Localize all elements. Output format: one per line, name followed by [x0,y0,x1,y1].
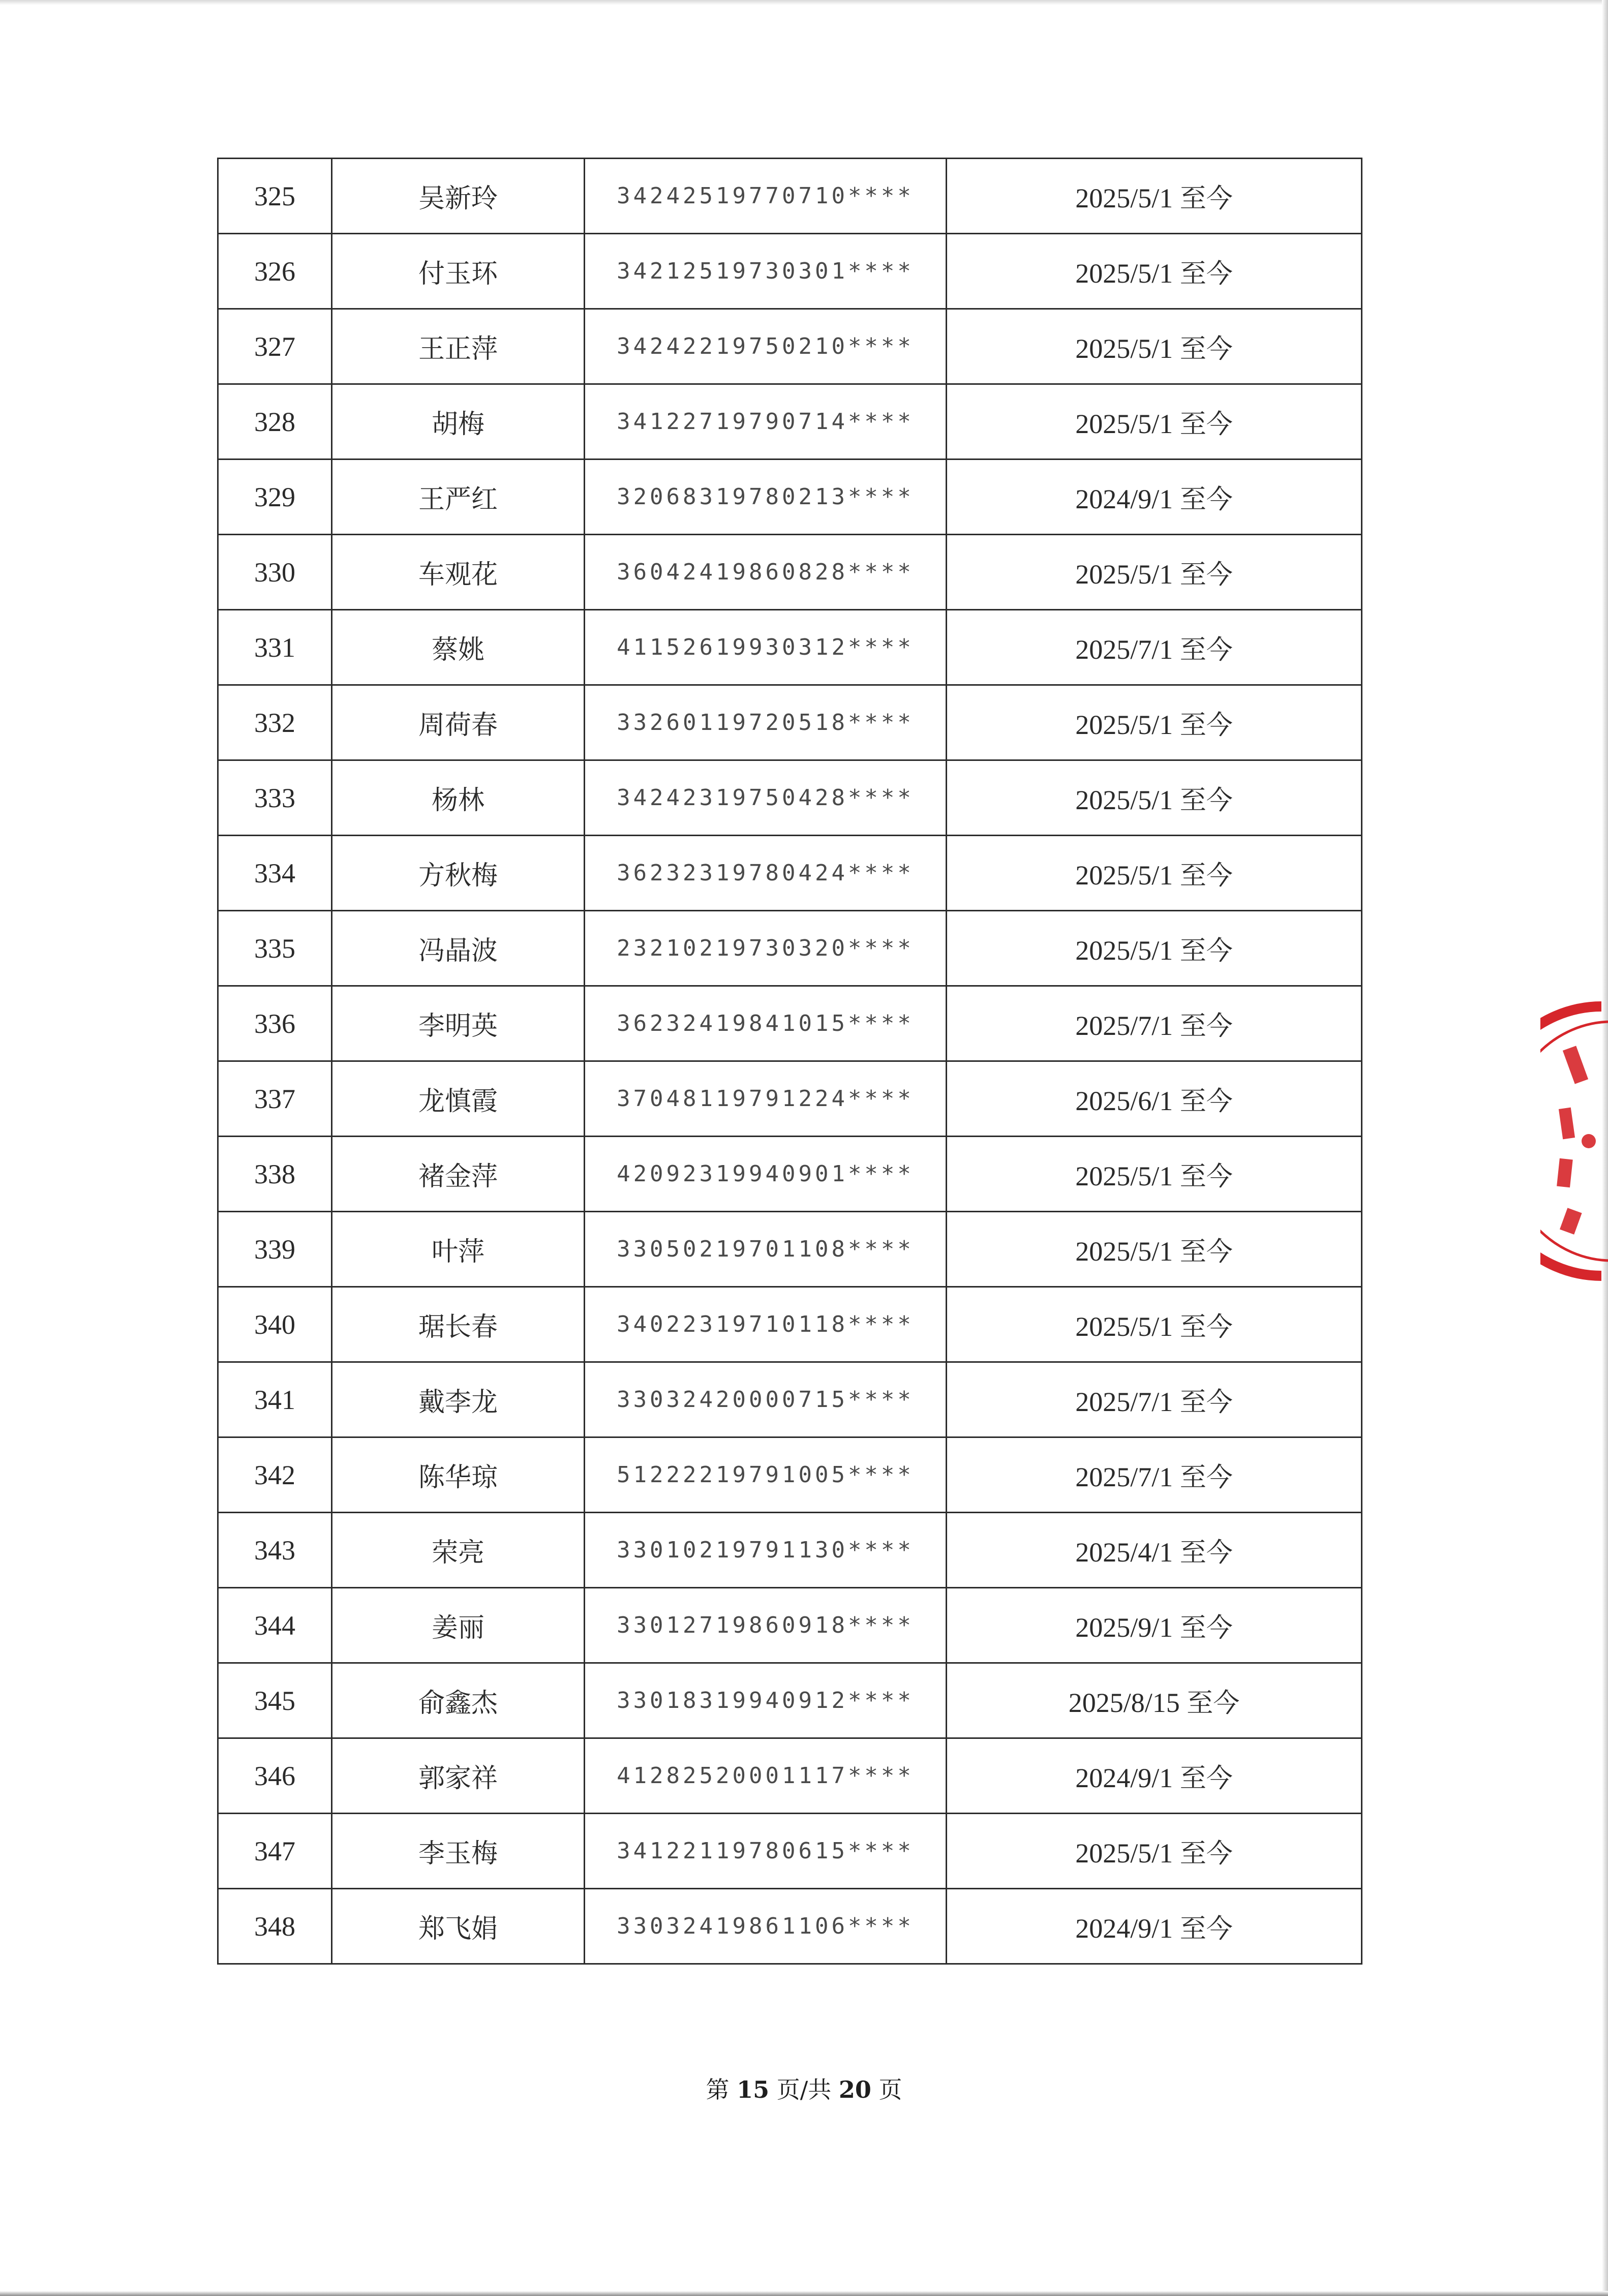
id-number: 33050219701108**** [585,1212,947,1287]
table-row [218,760,1362,836]
start-date-cell [947,1137,1362,1212]
start-date: 2024/9/1 [1075,484,1173,514]
person-name: 龙慎霞 [332,1061,585,1137]
date-suffix: 至今 [1179,1312,1233,1342]
footer-total-pages: 20 [838,2076,871,2103]
table-row [218,986,1362,1061]
date-suffix: 至今 [1179,785,1233,816]
start-date: 2025/5/1 [1075,183,1173,213]
person-name: 胡梅 [332,384,585,460]
start-date: 2025/8/15 [1068,1688,1180,1718]
date-suffix: 至今 [1179,183,1233,214]
table-row [218,911,1362,986]
date-suffix: 至今 [1179,1237,1233,1267]
start-date: 2025/5/1 [1075,409,1173,439]
date-suffix: 至今 [1179,1011,1233,1042]
date-suffix: 至今 [1179,259,1233,289]
date-suffix: 至今 [1179,1613,1233,1643]
start-date-cell [947,1437,1362,1513]
start-date: 2025/9/1 [1075,1612,1173,1643]
id-number: 36042419860828**** [585,535,947,610]
start-date: 2025/7/1 [1075,1462,1173,1492]
person-name: 杨林 [332,760,585,836]
scan-edge-top [0,0,1608,5]
row-number: 343 [218,1513,332,1588]
person-name: 王严红 [332,460,585,535]
date-suffix: 至今 [1179,409,1233,440]
start-date: 2025/5/1 [1075,860,1173,891]
table-row [218,1814,1362,1889]
row-number: 339 [218,1212,332,1287]
id-number: 34122119780615**** [585,1814,947,1889]
date-suffix: 至今 [1179,1538,1233,1568]
row-number: 341 [218,1362,332,1437]
person-name: 荣亮 [332,1513,585,1588]
person-name: 郑飞娟 [332,1889,585,1964]
row-number: 325 [218,159,332,234]
row-number: 337 [218,1061,332,1137]
table-row [218,1889,1362,1964]
table-row [218,1738,1362,1814]
id-number: 34212519730301**** [585,234,947,309]
table-row [218,1588,1362,1663]
row-number: 347 [218,1814,332,1889]
id-number: 34242319750428**** [585,760,947,836]
id-number: 41152619930312**** [585,610,947,685]
date-suffix: 至今 [1187,1688,1240,1719]
row-number: 335 [218,911,332,986]
row-number: 338 [218,1137,332,1212]
table-row [218,460,1362,535]
row-number: 345 [218,1663,332,1738]
start-date: 2024/9/1 [1075,1763,1173,1793]
start-date: 2025/7/1 [1075,634,1173,665]
id-number: 41282520001117**** [585,1738,947,1814]
row-number: 346 [218,1738,332,1814]
row-number: 328 [218,384,332,460]
start-date: 2025/5/1 [1075,559,1173,590]
person-name: 冯晶波 [332,911,585,986]
person-name: 车观花 [332,535,585,610]
start-date-cell [947,610,1362,685]
start-date-cell [947,1588,1362,1663]
date-suffix: 至今 [1179,1086,1233,1117]
row-number: 332 [218,685,332,760]
id-number: 33010219791130**** [585,1513,947,1588]
table-row [218,1663,1362,1738]
table-row [218,159,1362,234]
start-date-cell [947,986,1362,1061]
date-suffix: 至今 [1179,936,1233,966]
id-number: 33260119720518**** [585,685,947,760]
start-date-cell [947,1663,1362,1738]
footer-middle: 页/共 [776,2076,832,2103]
table-row [218,1061,1362,1137]
date-suffix: 至今 [1179,1914,1233,1944]
person-name: 陈华琼 [332,1437,585,1513]
table-row [218,1513,1362,1588]
date-suffix: 至今 [1179,1763,1233,1794]
row-number: 336 [218,986,332,1061]
page-footer [0,2071,1608,2105]
table-row [218,685,1362,760]
start-date-cell [947,535,1362,610]
start-date: 2025/6/1 [1075,1086,1173,1116]
date-suffix: 至今 [1179,1387,1233,1418]
start-date: 2024/9/1 [1075,1913,1173,1944]
date-suffix: 至今 [1179,710,1233,741]
start-date: 2025/5/1 [1075,1236,1173,1267]
id-number: 33012719860918**** [585,1588,947,1663]
id-number: 32068319780213**** [585,460,947,535]
row-number: 342 [218,1437,332,1513]
id-number: 34122719790714**** [585,384,947,460]
table-row [218,610,1362,685]
start-date-cell [947,1738,1362,1814]
id-number: 33032420000715**** [585,1362,947,1437]
row-number: 330 [218,535,332,610]
start-date-cell [947,159,1362,234]
roster-table-body [218,159,1362,1964]
start-date-cell [947,1513,1362,1588]
roster-table [217,158,1362,1965]
start-date-cell [947,1287,1362,1362]
row-number: 329 [218,460,332,535]
table-row [218,234,1362,309]
person-name: 蔡姚 [332,610,585,685]
roster-table-container [217,158,1361,1965]
start-date: 2025/5/1 [1075,1161,1173,1191]
start-date-cell [947,685,1362,760]
row-number: 331 [218,610,332,685]
start-date-cell [947,1061,1362,1137]
start-date: 2025/5/1 [1075,710,1173,740]
table-row [218,1137,1362,1212]
footer-page-number: 15 [737,2076,770,2103]
row-number: 333 [218,760,332,836]
person-name: 戴李龙 [332,1362,585,1437]
row-number: 344 [218,1588,332,1663]
date-suffix: 至今 [1179,1462,1233,1493]
table-row [218,1437,1362,1513]
person-name: 吴新玲 [332,159,585,234]
start-date: 2025/5/1 [1075,785,1173,815]
start-date: 2025/4/1 [1075,1537,1173,1568]
row-number: 348 [218,1889,332,1964]
start-date: 2025/5/1 [1075,935,1173,966]
person-name: 郭家祥 [332,1738,585,1814]
id-number: 34022319710118**** [585,1287,947,1362]
id-number: 34242519770710**** [585,159,947,234]
footer-prefix: 第 [706,2076,730,2103]
row-number: 327 [218,309,332,384]
id-number: 33018319940912**** [585,1663,947,1738]
person-name: 褚金萍 [332,1137,585,1212]
start-date-cell [947,1362,1362,1437]
id-number: 42092319940901**** [585,1137,947,1212]
start-date-cell [947,836,1362,911]
start-date: 2025/7/1 [1075,1387,1173,1417]
person-name: 付玉环 [332,234,585,309]
table-row [218,1287,1362,1362]
date-suffix: 至今 [1179,484,1233,515]
table-row [218,309,1362,384]
id-number: 33032419861106**** [585,1889,947,1964]
table-row [218,535,1362,610]
start-date: 2025/5/1 [1075,333,1173,364]
id-number: 51222219791005**** [585,1437,947,1513]
date-suffix: 至今 [1179,334,1233,364]
person-name: 琚长春 [332,1287,585,1362]
person-name: 姜丽 [332,1588,585,1663]
date-suffix: 至今 [1179,560,1233,590]
row-number: 340 [218,1287,332,1362]
person-name: 俞鑫杰 [332,1663,585,1738]
footer-suffix: 页 [878,2076,902,2103]
person-name: 方秋梅 [332,836,585,911]
id-number: 34242219750210**** [585,309,947,384]
date-suffix: 至今 [1179,1839,1233,1869]
official-seal-stamp [1540,991,1608,1296]
id-number: 37048119791224**** [585,1061,947,1137]
start-date-cell [947,1889,1362,1964]
date-suffix: 至今 [1179,1161,1233,1192]
person-name: 李玉梅 [332,1814,585,1889]
start-date-cell [947,911,1362,986]
table-row [218,1362,1362,1437]
start-date-cell [947,1212,1362,1287]
id-number: 36232419841015**** [585,986,947,1061]
start-date-cell [947,460,1362,535]
date-suffix: 至今 [1179,861,1233,891]
start-date-cell [947,309,1362,384]
start-date: 2025/5/1 [1075,1838,1173,1869]
date-suffix: 至今 [1179,635,1233,665]
row-number: 326 [218,234,332,309]
start-date-cell [947,1814,1362,1889]
start-date: 2025/7/1 [1075,1011,1173,1041]
person-name: 周荷春 [332,685,585,760]
start-date-cell [947,384,1362,460]
table-row [218,384,1362,460]
start-date: 2025/5/1 [1075,1311,1173,1342]
table-row [218,836,1362,911]
start-date-cell [947,760,1362,836]
person-name: 李明英 [332,986,585,1061]
id-number: 23210219730320**** [585,911,947,986]
table-row [218,1212,1362,1287]
person-name: 叶萍 [332,1212,585,1287]
row-number: 334 [218,836,332,911]
person-name: 王正萍 [332,309,585,384]
start-date-cell [947,234,1362,309]
scan-edge-bottom [0,2291,1608,2296]
id-number: 36232319780424**** [585,836,947,911]
start-date: 2025/5/1 [1075,258,1173,289]
